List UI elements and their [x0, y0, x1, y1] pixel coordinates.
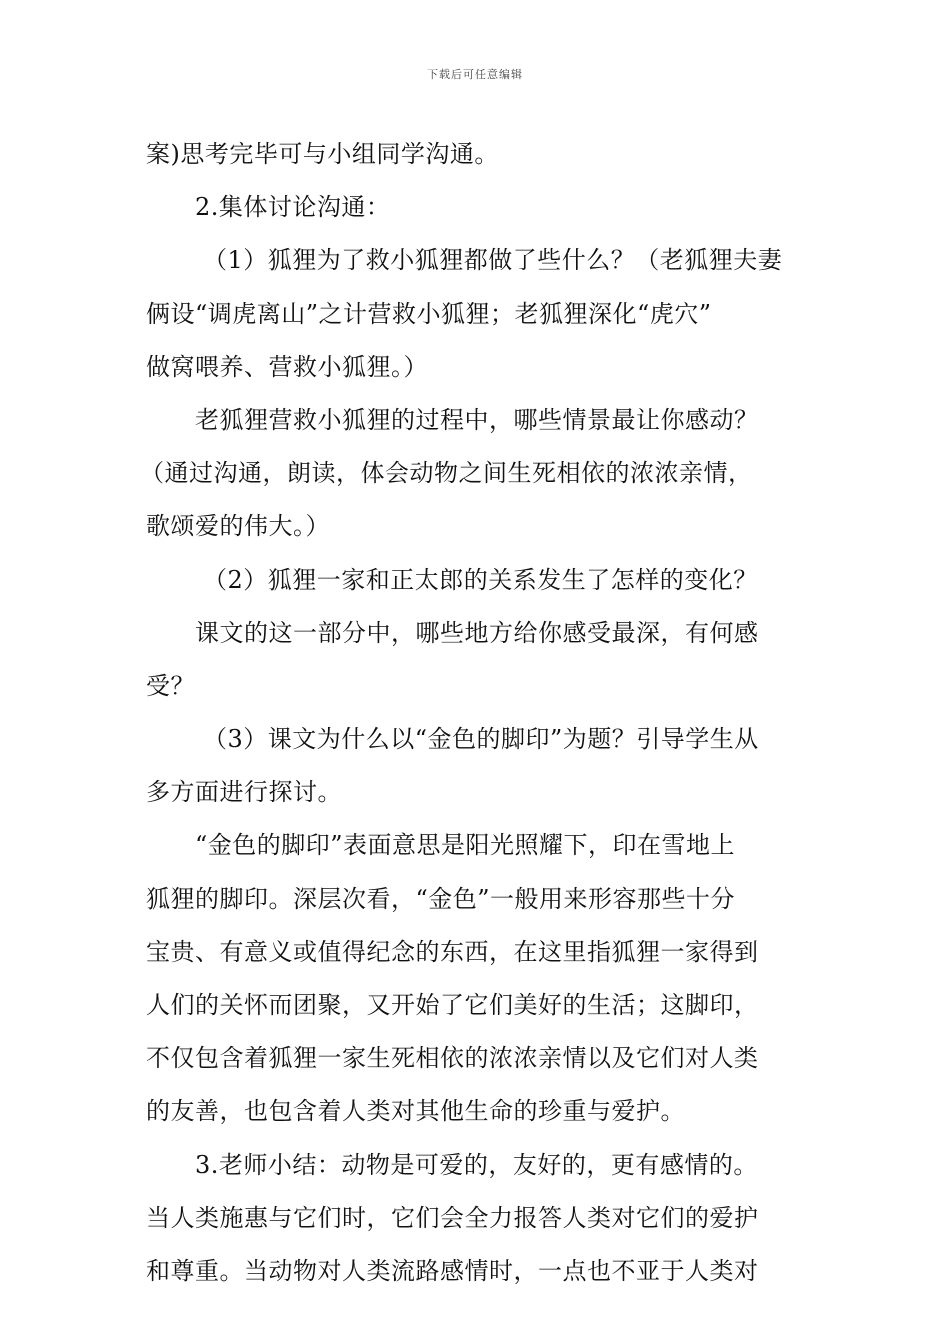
text-line: “金色的脚印”表面意思是阳光照耀下，印在雪地上 — [195, 831, 736, 860]
page-header-note: 下载后可任意编辑 — [427, 68, 523, 81]
text-line: （通过沟通，朗读，体会动物之间生死相依的浓浓亲情， — [140, 459, 753, 488]
text-line: （2）狐狸一家和正太郎的关系发生了怎样的变化？ — [203, 565, 758, 594]
text-line: 2.集体讨论沟通： — [195, 193, 391, 222]
text-line: 歌颂爱的伟大。） — [146, 512, 330, 541]
body-text — [140, 128, 810, 1298]
text-line: 人们的关怀而团聚，又开始了它们美好的生活；这脚印， — [146, 991, 759, 1019]
text-line: 案)思考完毕可与小组同学沟通。 — [146, 140, 499, 168]
text-line: 3.老师小结：动物是可爱的，友好的，更有感情的。 — [195, 1150, 758, 1179]
text-line: 当人类施惠与它们时，它们会全力报答人类对它们的爱护 — [146, 1203, 759, 1232]
text-line: 不仅包含着狐狸一家生死相依的浓浓亲情以及它们对人类 — [146, 1044, 759, 1073]
text-line: 受？ — [146, 671, 195, 700]
text-line: 狐狸的脚印。深层次看，“金色”一般用来形容那些十分 — [146, 884, 736, 913]
text-line: 做窝喂养、营救小狐狸。） — [146, 352, 428, 381]
text-line: 多方面进行探讨。 — [146, 778, 342, 807]
text-line: （1）狐狸为了救小狐狸都做了些什么？（老狐狸夫妻 — [203, 246, 783, 275]
text-line: 老狐狸营救小狐狸的过程中，哪些情景最让你感动？ — [195, 405, 759, 434]
text-line: 和尊重。当动物对人类流路感情时，一点也不亚于人类对 — [146, 1256, 759, 1285]
text-line: 课文的这一部分中，哪些地方给你感受最深，有何感 — [195, 618, 759, 647]
text-line: 俩设“调虎离山”之计营救小狐狸；老狐狸深化“虎穴” — [146, 299, 712, 328]
text-line: 宝贵、有意义或值得纪念的东西，在这里指狐狸一家得到 — [146, 937, 759, 966]
text-line: （3）课文为什么以“金色的脚印”为题？引导学生从 — [203, 725, 759, 754]
text-line: 的友善，也包含着人类对其他生命的珍重与爱护。 — [146, 1097, 685, 1126]
